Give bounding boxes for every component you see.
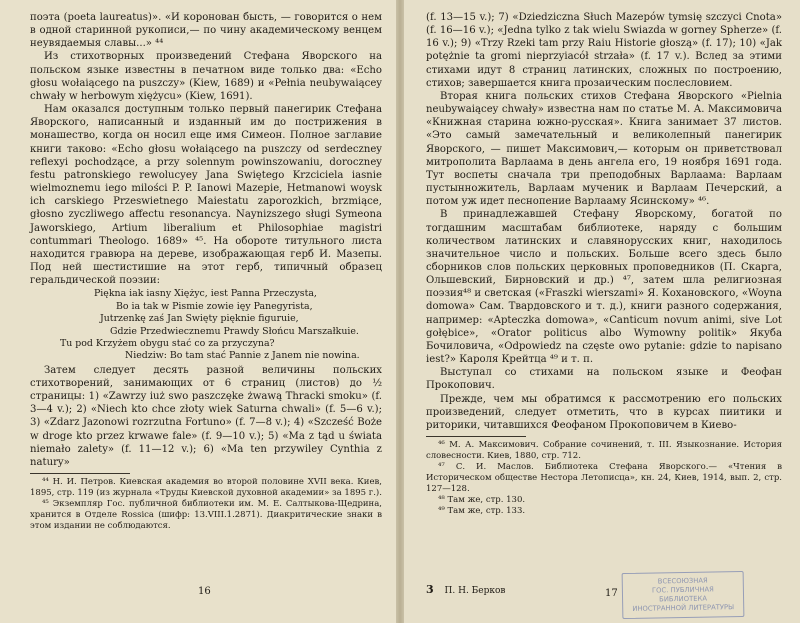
paragraph: Из стихотворных произведений Стефана Яворского на польском языке известны в печатном виде только два: «Echo głosu wołaiącego na puszczy» (Kiew, 1689) и «Pełnia neubywaiącey chwały w herbowym xiężycu» (Kiew, 1691). bbox=[30, 51, 382, 102]
footnote: ⁴⁹ Там же, стр. 133. bbox=[438, 506, 526, 516]
footnote: ⁴⁶ М. А. Максимович. Собрание сочинений, т. III. Языкознание. История словесности. Киев, 1880, стр. 712. bbox=[426, 440, 782, 461]
verse-line: Niedziw: Bo tam stać Pannie z Janem nie nowina. bbox=[125, 350, 360, 362]
stamp-line: ИНОСТРАННОЙ ЛИТЕРАТУРЫ bbox=[632, 603, 735, 613]
verse-line: Jutrzenkę zaś Jan Swięty pięknie figuruie, bbox=[100, 313, 299, 325]
footnote-rule bbox=[30, 473, 130, 474]
page-number: 17 bbox=[605, 588, 618, 599]
paragraph: Затем следует десять разной величины польских стихотворений, занимающих от 6 страниц (листов) до ½ страницы: 1) «Zawrzy iuż swo paszczęke żwawą Thracki smoku» (f. 3—4 v.); 2) «Niech kto chce złoty wiek Saturna chwali» (f. 5—6 v.); 3) «Zdarz Jazonowi rozrzutna Fortuno» (f. 7—8 v.); 4) «Szcześć Boże w droge kto przez krwawe fale» (f. 9—10 v.); 5) «Ma z tąd u świata niemało zalety» (f. 11—12 v.); 6) «Ma ten przywiley Cynthia z natury» bbox=[30, 364, 382, 468]
paragraph: Нам оказался доступным только первый панегирик Стефана Яворского, написанный и изданный им до пострижения в монашество, когда он носил еще имя Симеон. Полное заглавие книги таково: «Echo głosu wołaiącego na puszczy od serdeczney reflexyi pochodzące, a przy solennym powinszowaniu, doroczney festu patronskiego rewolucyey Jana Swiętego Krzciciela iasnie wielmoznemu iego milości P. P. Ianowi Mazepie, Hetmanowi woysk ich carskiego Przeswietnego Maiestatu zaporozkich, brzmiące, głosno zyczliwego affectu resonancya. Naynizszego sługi Symeona Jaworskiego, Artium liberalium et Philosophiae magistri contummari Theologo. 1689» ⁴⁵. На обороте титульного листа находится гравюра на дереве, изображающая герб И. Мазепы. Под ней шестистишие на этот герб, типичный образец геральдической поэзии: bbox=[30, 104, 382, 287]
signature-text: П. Н. Берков bbox=[444, 586, 506, 596]
footnote-rule bbox=[426, 436, 526, 437]
right-text-column bbox=[426, 11, 782, 517]
verse-line: Tu pod Krzyżem obygu stać co za przyczyna? bbox=[60, 337, 275, 349]
signature-mark: 3 bbox=[426, 583, 434, 596]
left-text-column bbox=[30, 11, 382, 532]
stamp-line: ГОС. ПУБЛИЧНАЯ bbox=[651, 585, 714, 595]
paragraph: Выступал со стихами на польском языке и Феофан Прокопович. bbox=[426, 367, 782, 392]
verse-line: Bo ia tak w Pismie zowie ięy Panegyrista, bbox=[116, 300, 313, 312]
paragraph: поэта (poeta laureatus)». «И коронован бысть, — говорится о нем в одной старинной рукописи,— по чину академическому венцем неувядаемыя славы...» ⁴⁴ bbox=[30, 12, 382, 50]
book-gutter bbox=[396, 0, 404, 623]
verse-line: Piękna iak iasny Xiężyc, iest Panna Przeczysta, bbox=[94, 288, 317, 300]
paragraph: Прежде, чем мы обратимся к рассмотрению его польских произведений, следует отметить, что в курсах пиитики и риторики, читавшихся Феофаном Прокоповичем в Киево- bbox=[426, 393, 782, 431]
paragraph: Вторая книга польских стихов Стефана Яворского «Pielnia neubywaiącey chwały» известна нам по статье М. А. Максимовича «Книжная старина южно-русская». Книга занимает 37 листов. «Это самый замечательный и великолепный панегирик Яворского, — пишет Максимович,— которым он приветствовал митрополита Варлаама в день ангела его, 19 ноября 1691 года. Тут воспеты сначала три преподобных Варлаама: Варлаам пустынножитель, Варлаам мученик и Варлаам Печерский, а потом уж идет песнопение Варлааму Ясинскому» ⁴⁶. bbox=[426, 90, 782, 208]
right-page bbox=[400, 0, 800, 623]
footnote: ⁴⁴ Н. И. Петров. Киевская академия во второй половине XVII века. Киев, 1895, стр. 119 (из журнала «Труды Киевской духовной академии» за 1895 г.). bbox=[30, 476, 382, 498]
footnote: ⁴⁷ С. И. Маслов. Библиотека Стефана Яворского.— «Чтения в Историческом обществе Нестора Летописца», кн. 24, Киев, 1914, вып. 2, стр. 127—128. bbox=[426, 462, 782, 494]
printer-signature bbox=[426, 583, 505, 596]
paragraph: (f. 13—15 v.); 7) «Dziedziczna Słuch Mazepów tymsię szczyci Cnota» (f. 16—16 v.); «Jedna tylko z tak wielu Swiazda w gorney Spherze» (f. 16 v.); 9) «Trzy Rzeki tam przy Raiu Historie głoszą» (f. 17); 10) «Jak potężnie ta gromi nieprzyiacół strzała» (f. 17 v.). Вслед за этими стихами идут 8 страниц латинских, сложных по построению, стихов; завершается книга прозаическим послесловием. bbox=[426, 12, 782, 89]
footnote: ⁴⁸ Там же, стр. 130. bbox=[438, 495, 526, 505]
paragraph: В принадлежавшей Стефану Яворскому, богатой по тогдашним масштабам библиотеке, наряду с большим количеством латинских и славянорусских книг, находилось значительное число и польских. Больше всего здесь было сборников слов польских церковных проповедников (П. Скарга, Ольшевский, Бирновский и др.) ⁴⁷, затем шла религиозная поэзия⁴⁸ и светская («Fraszki wierszami» Я. Кохановского, «Woyna domowa» Сам. Твардовского и т. д.), книги разного содержания, например: «Apteczka domowa», «Canticum novum animi, sive Lot gołębice», «Orator politicus albo Wymowny politik» Якуба Бочиловича, «Odpowiedz na częste owo pytanie: gdzie to napisano iest?» Кароля Крейтца ⁴⁹ и т. п. bbox=[426, 209, 782, 366]
footnote: ⁴⁵ Экземпляр Гос. публичной библиотеки им. М. Е. Салтыкова-Щедрина, хранится в Отделе Rossica (шифр: 13.VIII.1.2871). Диакритические знаки в этом издании не соблюдаются. bbox=[30, 498, 382, 531]
verse-line: Gdzie Przedwiecznemu Prawdy Słońcu Marszałkuie. bbox=[110, 325, 359, 337]
verse-block bbox=[30, 288, 382, 362]
stamp-line: БИБЛИОТЕКА bbox=[659, 594, 708, 604]
page-number: 16 bbox=[198, 586, 211, 597]
stamp-line: ВСЕСОЮЗНАЯ bbox=[657, 576, 708, 586]
library-stamp bbox=[622, 571, 745, 619]
